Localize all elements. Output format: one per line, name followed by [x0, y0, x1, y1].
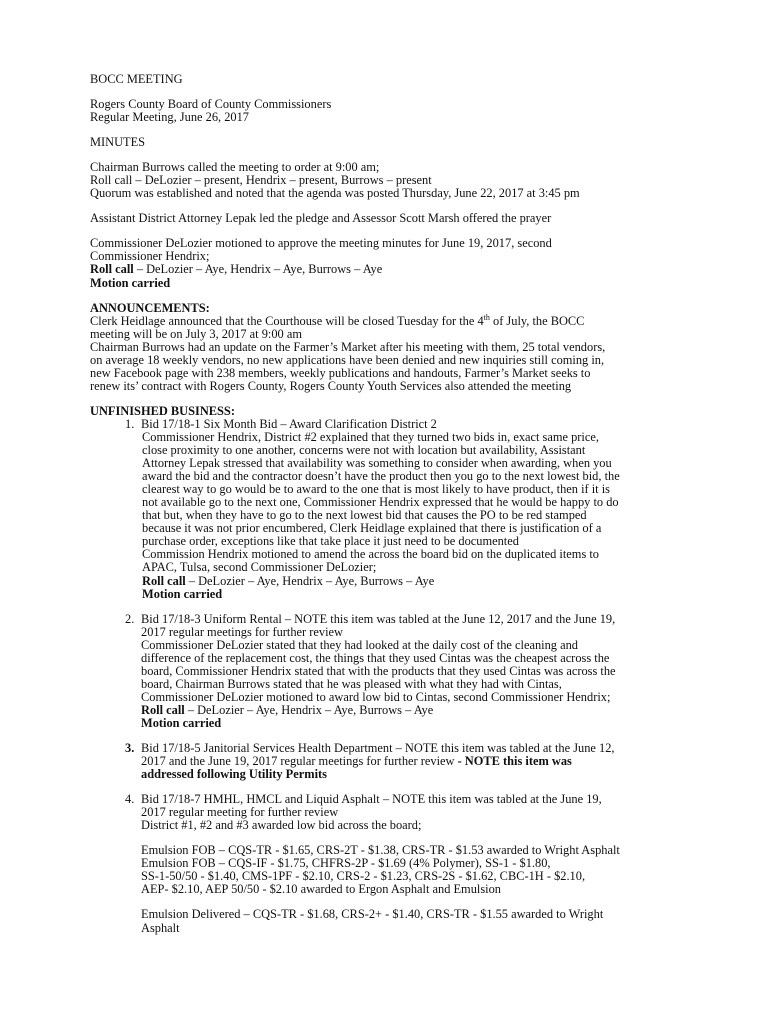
minutes-document [90, 73, 690, 935]
item-2-roll-call [141, 704, 690, 717]
minutes-roll-call [90, 263, 690, 276]
item-note-bold-line: addressed following Utility Permits [141, 767, 327, 782]
item-line: purchase order, exceptions like that take place it just need to be documented [142, 534, 519, 549]
item-line: close proximity to one another, concerns were not with location but availability, Assistant [142, 443, 586, 458]
organization-name: Rogers County Board of County Commissioners [90, 97, 332, 112]
item-2-body [90, 626, 690, 730]
item-number: 4. [125, 792, 135, 807]
announcement-text: Clerk Heidlage announced that the Courthouse will be closed Tuesday for the 4 [90, 313, 484, 328]
roll-call-label: Roll call [141, 702, 185, 717]
emulsion-fob-line: SS-1-50/50 - $1.40, CMS-1PF - $2.10, CRS-2 - $1.23, CRS-2S - $1.62, CBC-1H - $2.10, [141, 869, 586, 884]
emulsion-delivered-line: Asphalt [141, 920, 180, 935]
agenda-item-4 [90, 793, 690, 806]
document-title: BOCC MEETING [90, 72, 183, 86]
roll-call-votes: – DeLozier – Aye, Hendrix – Aye, Burrows – Aye [185, 573, 435, 588]
roll-call-attendance: Roll call – DeLozier – present, Hendrix – present, Burrows – present [90, 173, 432, 188]
emulsion-fob-line: Emulsion FOB – CQS-IF - $1.75, CHFRS-2P - $1.69 (4% Polymer), SS-1 - $1.80, [141, 856, 551, 871]
meeting-date: Regular Meeting, June 26, 2017 [90, 110, 249, 125]
pledge-statement: Assistant District Attorney Lepak led the pledge and Assessor Scott Marsh offered the prayer [90, 211, 552, 226]
call-to-order: Chairman Burrows called the meeting to order at 9:00 am; [90, 160, 380, 175]
item-note-bold: - NOTE this item was [457, 754, 572, 769]
minutes-motion-line-2: Commissioner Hendrix; [90, 249, 210, 264]
announcement-text: of July, the BOCC [489, 313, 585, 328]
item-line: board, Commissioner Hendrix stated that with the products that they used Cintas was across the [141, 663, 616, 678]
announcement-line: on average 18 weekly vendors, no new applications have been denied and new inquiries still coming in, [90, 352, 605, 367]
minutes-motion-line-1: Commissioner DeLozier motioned to approve the meeting minutes for June 19, 2017, second [90, 236, 552, 251]
item-line: Commissioner DeLozier motioned to award low bid to Cintas, second Commissioner Hendrix; [141, 689, 611, 704]
item-4-body [90, 806, 690, 934]
agenda-item-3 [90, 742, 690, 755]
quorum-statement: Quorum was established and noted that the agenda was posted Thursday, June 22, 2017 at 3:45 pm [90, 186, 580, 201]
unfinished-business-heading: UNFINISHED BUSINESS: [90, 403, 235, 418]
item-title: Bid 17/18-3 Uniform Rental – NOTE this item was tabled at the June 12, 2017 and the June 19, [141, 611, 616, 626]
item-line: 2017 regular meetings for further review [141, 624, 343, 639]
item-number: 1. [125, 416, 135, 431]
item-line: because it was not prior encumbered, Clerk Heidlage explained that there is justification of a [142, 521, 602, 536]
item-line: 2017 regular meeting for further review [141, 805, 339, 820]
item-line: Commissioner Hendrix, District #2 explained that they turned two bids in, exact same price, [142, 429, 599, 444]
item-1-result: Motion carried [142, 586, 223, 601]
item-number: 3. [125, 741, 135, 756]
announcement-line-1 [90, 312, 690, 328]
item-line: award the bid and the contractor doesn’t have the product then you go to the next lowest bid, the [142, 469, 620, 484]
item-3-body [90, 755, 690, 781]
announcement-line: renew its’ contract with Rogers County, Rogers County Youth Services also attended the meeting [90, 378, 572, 393]
roll-call-label: Roll call [142, 573, 186, 588]
agenda-item-2 [90, 613, 690, 626]
item-line: difference of the replacement cost, the things that they used Cintas was the cheapest across the [141, 650, 610, 665]
item-line: clearest way to go would be to award to the one that is most likely to have product, then if it is [142, 482, 610, 497]
minutes-heading: MINUTES [90, 135, 146, 150]
announcement-line: meeting will be on July 3, 2017 at 9:00 am [90, 326, 302, 341]
emulsion-delivered-line: Emulsion Delivered – CQS-TR - $1.68, CRS-2+ - $1.40, CRS-TR - $1.55 awarded to Wright [141, 907, 604, 922]
item-1-roll-call [142, 575, 690, 588]
item-title: Bid 17/18-1 Six Month Bid – Award Clarification District 2 [141, 416, 437, 431]
item-line: APAC, Tulsa, second Commissioner DeLozier; [142, 560, 377, 575]
item-note-plain: 2017 and the June 19, 2017 regular meetings for further review [141, 754, 458, 769]
agenda-item-1 [90, 418, 690, 431]
ordinal-suffix: th [483, 312, 490, 322]
item-line: that but, when they have to go to the next lowest bid that causes the PO to be red stamped [142, 508, 587, 523]
item-number: 2. [125, 611, 135, 626]
roll-call-label: Roll call [90, 262, 134, 277]
announcement-line: Chairman Burrows had an update on the Farmer’s Market after his meeting with them, 25 total vendors, [90, 339, 606, 354]
announcements-heading: ANNOUNCEMENTS: [90, 300, 210, 315]
emulsion-fob-line: AEP- $2.10, AEP 50/50 - $2.10 awarded to Ergon Asphalt and Emulsion [141, 882, 501, 897]
item-line: Commission Hendrix motioned to amend the across the board bid on the duplicated items to [142, 547, 599, 562]
item-title: Bid 17/18-7 HMHL, HMCL and Liquid Asphalt – NOTE this item was tabled at the June 19, [141, 792, 602, 807]
announcement-line: new Facebook page with 238 members, weekly publications and handouts, Farmer’s Market seeks to [90, 365, 591, 380]
roll-call-votes: – DeLozier – Aye, Hendrix – Aye, Burrows – Aye [184, 702, 434, 717]
item-line: board, Chairman Burrows stated that he was pleased with what they had with Cintas, [141, 676, 562, 691]
roll-call-votes: – DeLozier – Aye, Hendrix – Aye, Burrows – Aye [133, 262, 383, 277]
emulsion-fob-line: Emulsion FOB – CQS-TR - $1.65, CRS-2T - $1.38, CRS-TR - $1.53 awarded to Wright Asphalt [141, 843, 620, 858]
item-2-result: Motion carried [141, 715, 222, 730]
minutes-motion-result: Motion carried [90, 275, 171, 290]
item-1-body [90, 431, 690, 601]
item-line: District #1, #2 and #3 awarded low bid across the board; [141, 818, 422, 833]
item-line: Attorney Lepak stressed that availability was something to consider when awarding, when you [142, 456, 612, 471]
item-line: Commissioner DeLozier stated that they had looked at the daily cost of the cleaning and [141, 637, 578, 652]
item-title: Bid 17/18-5 Janitorial Services Health Department – NOTE this item was tabled at the June 12, [141, 741, 615, 756]
item-line: not available go to the next one, Commissioner Hendrix expressed that he would be happy to do [142, 495, 619, 510]
